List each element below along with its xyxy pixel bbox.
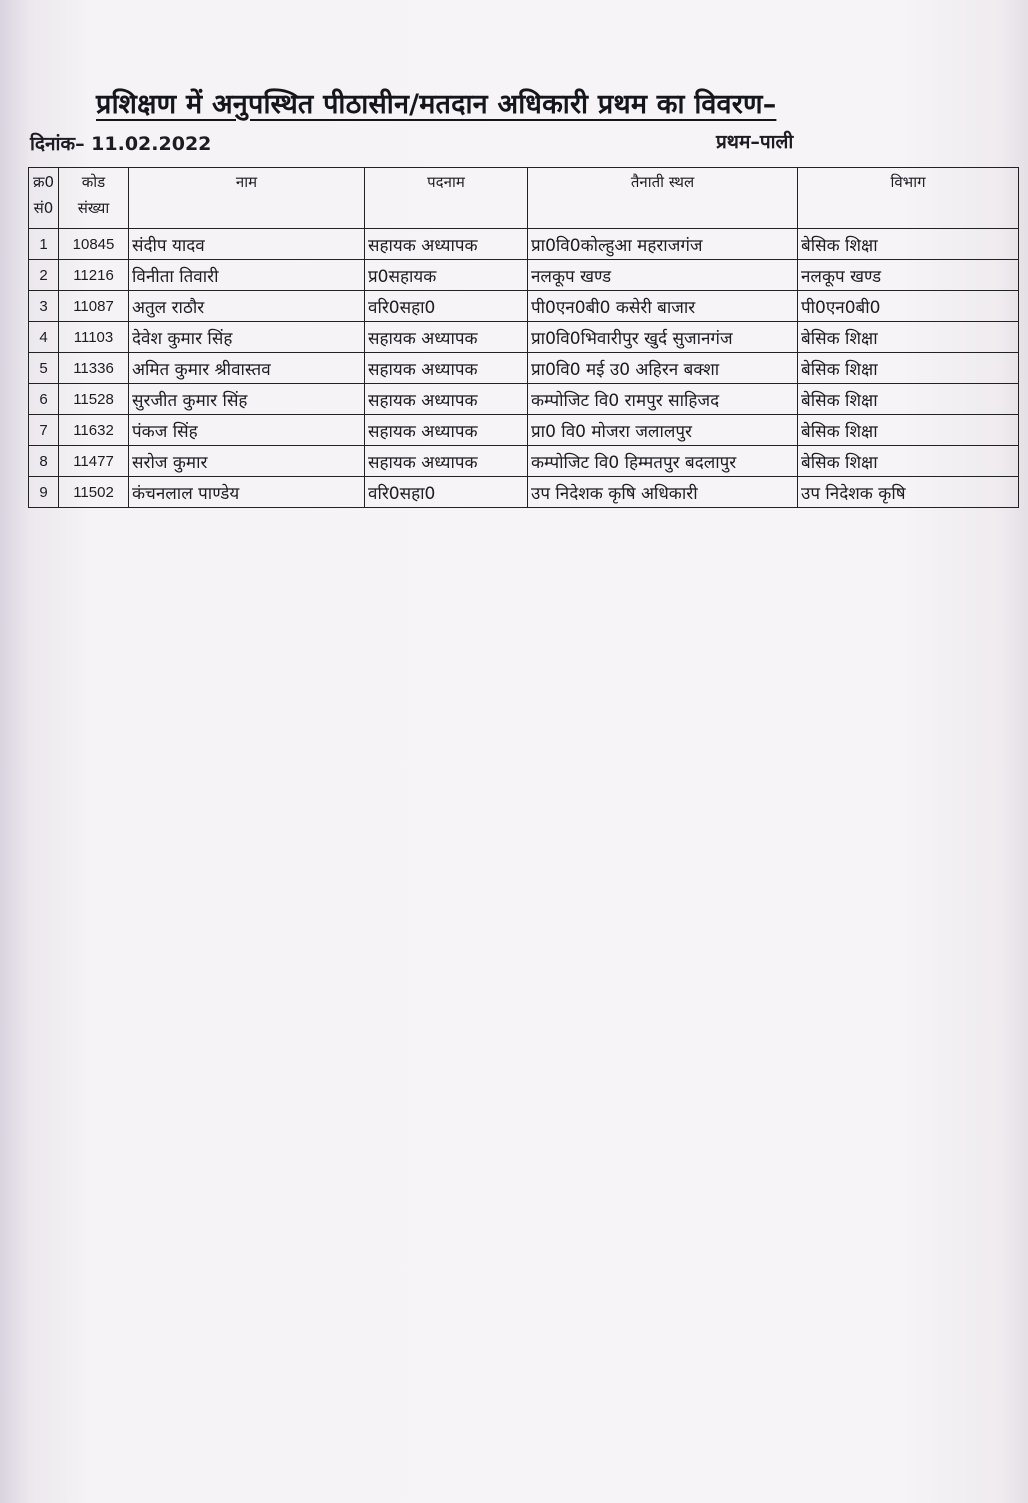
cell-department: बेसिक शिक्षा (798, 446, 1019, 477)
cell-code: 11477 (59, 446, 129, 477)
cell-serial: 1 (29, 229, 59, 260)
header-serial (29, 168, 59, 229)
cell-name: विनीता तिवारी (129, 260, 365, 291)
cell-code: 11087 (59, 291, 129, 322)
cell-department: नलकूप खण्ड (798, 260, 1019, 291)
cell-posting: प्रा0वि0कोल्हुआ महराजगंज (528, 229, 798, 260)
cell-code: 11632 (59, 415, 129, 446)
cell-name: अतुल राठौर (129, 291, 365, 322)
cell-serial: 7 (29, 415, 59, 446)
cell-posting: प्रा0 वि0 मोजरा जलालपुर (528, 415, 798, 446)
cell-posting: कम्पोजिट वि0 रामपुर साहिजद (528, 384, 798, 415)
cell-posting: पी0एन0बी0 कसेरी बाजार (528, 291, 798, 322)
cell-posting: प्रा0वि0 मई उ0 अहिरन बक्शा (528, 353, 798, 384)
absentee-table (28, 167, 1019, 508)
cell-name: सरोज कुमार (129, 446, 365, 477)
document-title: प्रशिक्षण में अनुपस्थित पीठासीन/मतदान अधिकारी प्रथम का विवरण– (96, 89, 777, 120)
cell-designation: सहायक अध्यापक (365, 353, 528, 384)
cell-serial: 3 (29, 291, 59, 322)
table-row (29, 384, 1019, 415)
cell-designation: वरि0सहा0 (365, 477, 528, 508)
cell-name: संदीप यादव (129, 229, 365, 260)
shift-label: प्रथम–पाली (716, 131, 794, 153)
cell-designation: सहायक अध्यापक (365, 322, 528, 353)
cell-serial: 4 (29, 322, 59, 353)
cell-code: 10845 (59, 229, 129, 260)
table-body (29, 229, 1019, 508)
cell-posting: नलकूप खण्ड (528, 260, 798, 291)
cell-code: 11528 (59, 384, 129, 415)
cell-designation: सहायक अध्यापक (365, 384, 528, 415)
header-designation: पदनाम (365, 168, 528, 229)
cell-code: 11103 (59, 322, 129, 353)
header-code-line2: संख्या (77, 199, 110, 217)
cell-serial: 6 (29, 384, 59, 415)
cell-department: बेसिक शिक्षा (798, 229, 1019, 260)
cell-serial: 5 (29, 353, 59, 384)
cell-department: बेसिक शिक्षा (798, 353, 1019, 384)
header-code (59, 168, 129, 229)
header-serial-line1: क्र0 (32, 173, 55, 191)
cell-designation: सहायक अध्यापक (365, 415, 528, 446)
cell-designation: सहायक अध्यापक (365, 229, 528, 260)
cell-posting: प्रा0वि0भिवारीपुर खुर्द सुजानगंज (528, 322, 798, 353)
cell-serial: 8 (29, 446, 59, 477)
table-row (29, 415, 1019, 446)
table-row (29, 260, 1019, 291)
cell-code: 11502 (59, 477, 129, 508)
cell-department: बेसिक शिक्षा (798, 384, 1019, 415)
cell-department: बेसिक शिक्षा (798, 322, 1019, 353)
cell-code: 11336 (59, 353, 129, 384)
cell-designation: प्र0सहायक (365, 260, 528, 291)
cell-name: कंचनलाल पाण्डेय (129, 477, 365, 508)
cell-department: बेसिक शिक्षा (798, 415, 1019, 446)
cell-name: देवेश कुमार सिंह (129, 322, 365, 353)
cell-designation: वरि0सहा0 (365, 291, 528, 322)
header-code-line1: कोड (81, 173, 106, 191)
table-row (29, 229, 1019, 260)
table-row (29, 353, 1019, 384)
cell-code: 11216 (59, 260, 129, 291)
cell-name: अमित कुमार श्रीवास्तव (129, 353, 365, 384)
cell-name: पंकज सिंह (129, 415, 365, 446)
cell-department: उप निदेशक कृषि (798, 477, 1019, 508)
header-serial-line2: सं0 (33, 199, 54, 217)
table-row (29, 477, 1019, 508)
table-header-row (29, 168, 1019, 229)
table-row (29, 291, 1019, 322)
cell-serial: 2 (29, 260, 59, 291)
header-posting: तैनाती स्थल (528, 168, 798, 229)
table-row (29, 322, 1019, 353)
header-name: नाम (129, 168, 365, 229)
cell-department: पी0एन0बी0 (798, 291, 1019, 322)
header-department: विभाग (798, 168, 1019, 229)
date-label: दिनांक– 11.02.2022 (30, 133, 212, 155)
cell-designation: सहायक अध्यापक (365, 446, 528, 477)
cell-posting: उप निदेशक कृषि अधिकारी (528, 477, 798, 508)
cell-name: सुरजीत कुमार सिंह (129, 384, 365, 415)
cell-posting: कम्पोजिट वि0 हिम्मतपुर बदलापुर (528, 446, 798, 477)
cell-serial: 9 (29, 477, 59, 508)
table-row (29, 446, 1019, 477)
